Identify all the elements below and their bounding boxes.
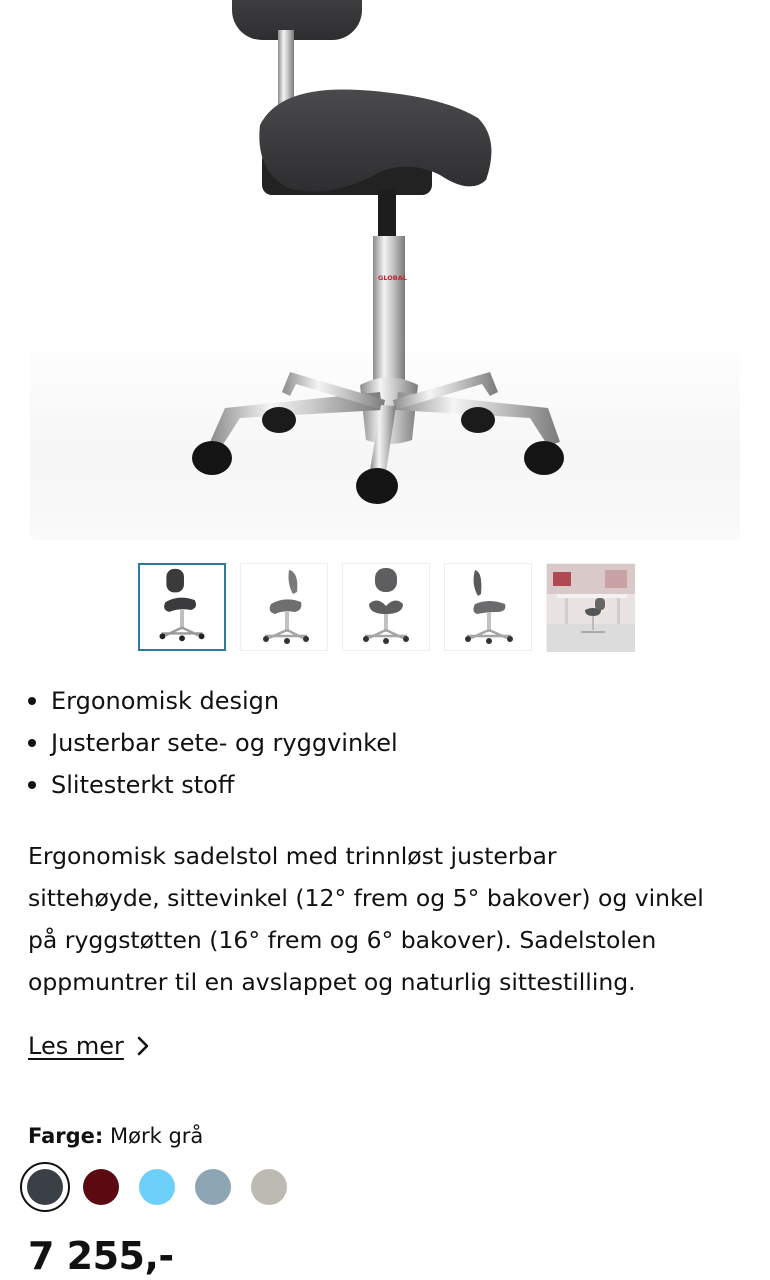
thumbnail-chair-side[interactable] [444, 563, 532, 651]
color-swatch-burgundy[interactable] [76, 1162, 126, 1212]
saddle-chair-illustration [0, 0, 770, 548]
swatch-fill [83, 1169, 119, 1205]
chair-back-thumb-icon [343, 564, 431, 652]
brand-mark-text: GLOBAL [378, 274, 407, 282]
chair-angle-thumb-icon [241, 564, 329, 652]
swatch-fill [139, 1169, 175, 1205]
thumbnail-office-scene[interactable] [546, 563, 634, 651]
color-swatch-dark-grey[interactable] [20, 1162, 70, 1212]
color-label: Farge: [28, 1124, 104, 1148]
chair-front-thumb-icon [140, 565, 226, 651]
product-price: 7 255,- [28, 1234, 174, 1278]
product-main-image[interactable] [0, 0, 770, 548]
chair-side-thumb-icon [445, 564, 533, 652]
feature-item [28, 722, 398, 764]
feature-text: Justerbar sete- og ryggvinkel [51, 729, 398, 757]
thumbnail-chair-angle[interactable] [240, 563, 328, 651]
feature-item [28, 680, 398, 722]
description-line: oppmuntrer til en avslappet og naturlig sittestilling. [28, 968, 636, 996]
thumbnail-chair-back[interactable] [342, 563, 430, 651]
description-line: Ergonomisk sadelstol med trinnløst justerbar [28, 842, 557, 870]
product-description [28, 835, 748, 1003]
office-scene-thumb-icon [547, 564, 635, 652]
description-line: på ryggstøtten (16° frem og 6° bakover). Sadelstolen [28, 926, 657, 954]
selected-color-name: Mørk grå [110, 1124, 204, 1148]
bullet-icon [28, 697, 36, 705]
bullet-icon [28, 781, 36, 789]
read-more-label: Les mer [28, 1032, 124, 1060]
color-swatch-light-blue[interactable] [132, 1162, 182, 1212]
feature-list [28, 680, 398, 806]
read-more-link[interactable] [28, 1032, 150, 1060]
color-swatch-light-grey[interactable] [244, 1162, 294, 1212]
feature-text: Slitesterkt stoff [51, 771, 235, 799]
image-thumbnail-strip [138, 563, 634, 651]
bullet-icon [28, 739, 36, 747]
description-line: sittehøyde, sittevinkel (12° frem og 5° bakover) og vinkel [28, 884, 704, 912]
chevron-right-icon [136, 1035, 150, 1057]
color-swatch-blue-grey[interactable] [188, 1162, 238, 1212]
color-swatch-list [20, 1162, 300, 1212]
swatch-fill [195, 1169, 231, 1205]
feature-item [28, 764, 398, 806]
swatch-fill [27, 1169, 63, 1205]
swatch-fill [251, 1169, 287, 1205]
feature-text: Ergonomisk design [51, 687, 280, 715]
thumbnail-chair-front[interactable] [138, 563, 226, 651]
color-selection-label [28, 1124, 203, 1148]
